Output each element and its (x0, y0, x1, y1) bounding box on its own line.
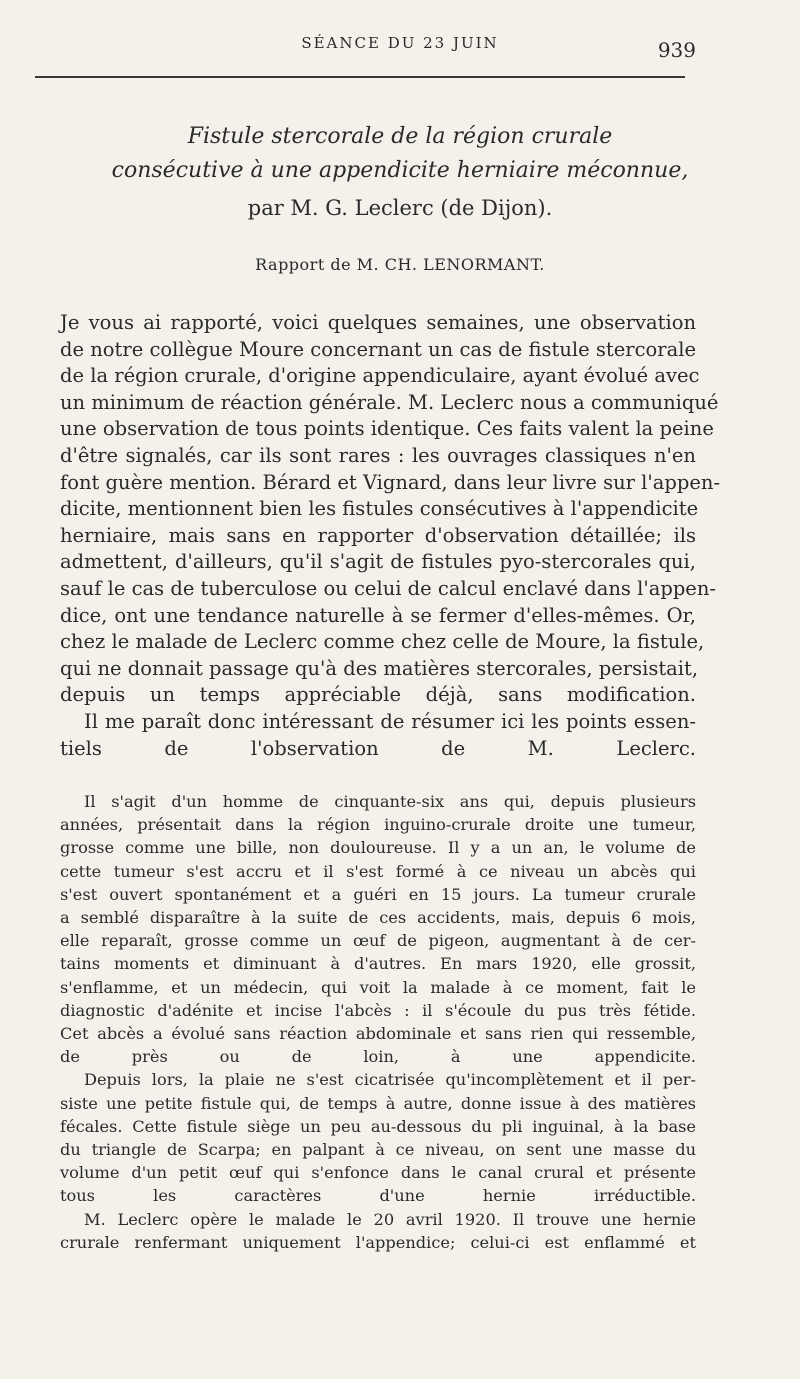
text-line: une observation de tous points identique. Ces faits valent la peine (60, 417, 714, 441)
text-line: herniaire, mais sans en rapporter d'observation détaillée; ils (60, 523, 696, 547)
text-line: Je vous ai rapporté, voici quelques semaines, une observation (60, 311, 696, 334)
author-line: par M. G. Leclerc (de Dijon). (247, 196, 553, 220)
text-line: depuis un temps appréciable déjà, sans modification. (60, 683, 696, 707)
text-line: Depuis lors, la plaie ne s'est cicatrisée qu'incomplètement et il per- (84, 1070, 696, 1090)
title-line-1: Fistule stercorale de la région crurale (187, 124, 613, 149)
title-line-2: consécutive à une appendicite herniaire méconnue, (111, 158, 689, 183)
text-line: cette tumeur s'est accru et il s'est formé à ce niveau un abcès qui (60, 861, 696, 881)
text-line: s'est ouvert spontanément et a guéri en 15 jours. La tumeur crurale (60, 884, 696, 904)
text-line: Il s'agit d'un homme de cinquante-six ans qui, depuis plusieurs (84, 792, 696, 811)
text-line: diagnostic d'adénite et incise l'abcès : il s'écoule du pus très fétide. (60, 1000, 696, 1020)
text-line: fécales. Cette fistule siège un peu au-dessous du pli inguinal, à la base (60, 1116, 696, 1136)
text-line: s'enflamme, et un médecin, qui voit la malade à ce moment, fait le (60, 977, 696, 997)
text-line: sauf le cas de tuberculose ou celui de calcul enclavé dans l'appen- (60, 576, 716, 600)
header-rule (35, 76, 685, 78)
text-line: grosse comme une bille, non douloureuse. Il y a un an, le volume de (60, 838, 696, 858)
article-title (0, 120, 800, 188)
text-line: années, présentait dans la région inguino-crurale droite une tumeur, (60, 815, 696, 835)
text-line: dicite, mentionnent bien les fistules consécutives à l'appendicite (60, 497, 699, 521)
text-line: tains moments et diminuant à d'autres. En mars 1920, elle grossit, (60, 954, 696, 974)
text-line: du triangle de Scarpa; en palpant à ce niveau, on sent une masse du (60, 1140, 696, 1160)
text-line: tous les caractères d'une hernie irréductible. (60, 1186, 696, 1206)
text-line: Cet abcès a évolué sans réaction abdominale et sans rien qui ressemble, (60, 1024, 696, 1044)
running-head: SÉANCE DU 23 JUIN (301, 34, 499, 52)
text-line: dice, ont une tendance naturelle à se fermer d'elles-mêmes. Or, (60, 603, 696, 627)
text-line: siste une petite fistule qui, de temps à autre, donne issue à des matières (60, 1093, 696, 1113)
text-line: a semblé disparaître à la suite de ces accidents, mais, depuis 6 mois, (60, 908, 696, 928)
text-line: un minimum de réaction générale. M. Leclerc nous a communiqué (60, 390, 719, 414)
text-line: Il me paraît donc intéressant de résumer ici les points essen- (84, 709, 696, 733)
text-line: de notre collègue Moure concernant un cas de fistule stercorale (60, 337, 696, 361)
text-line: chez le malade de Leclerc comme chez celle de Moure, la fistule, (60, 630, 705, 654)
page-number: 939 (657, 38, 696, 62)
intro-text (60, 310, 721, 762)
text-line: d'être signalés, car ils sont rares : les ouvrages classiques n'en (60, 443, 696, 467)
text-line: admettent, d'ailleurs, qu'il s'agit de fistules pyo-stercorales qui, (60, 550, 696, 574)
text-line: de la région crurale, d'origine appendiculaire, ayant évolué avec (60, 364, 700, 388)
text-line: de près ou de loin, à une appendicite. (60, 1047, 696, 1067)
text-line: qui ne donnait passage qu'à des matières stercorales, persistait, (60, 656, 699, 680)
text-line: M. Leclerc opère le malade le 20 avril 1920. Il trouve une hernie (84, 1209, 696, 1229)
text-line: tiels de l'observation de M. Leclerc. (60, 736, 696, 760)
text-line: crurale renfermant uniquement l'appendice; celui-ci est enflammé et (60, 1232, 696, 1252)
text-line: font guère mention. Bérard et Vignard, dans leur livre sur l'appen- (60, 470, 721, 494)
report-line: Rapport de M. CH. LENORMANT. (255, 255, 545, 274)
observation-text (60, 790, 696, 1254)
text-line: elle reparaît, grosse comme un œuf de pigeon, augmentant à de cer- (60, 931, 696, 951)
text-line: volume d'un petit œuf qui s'enfonce dans le canal crural et présente (60, 1163, 696, 1183)
